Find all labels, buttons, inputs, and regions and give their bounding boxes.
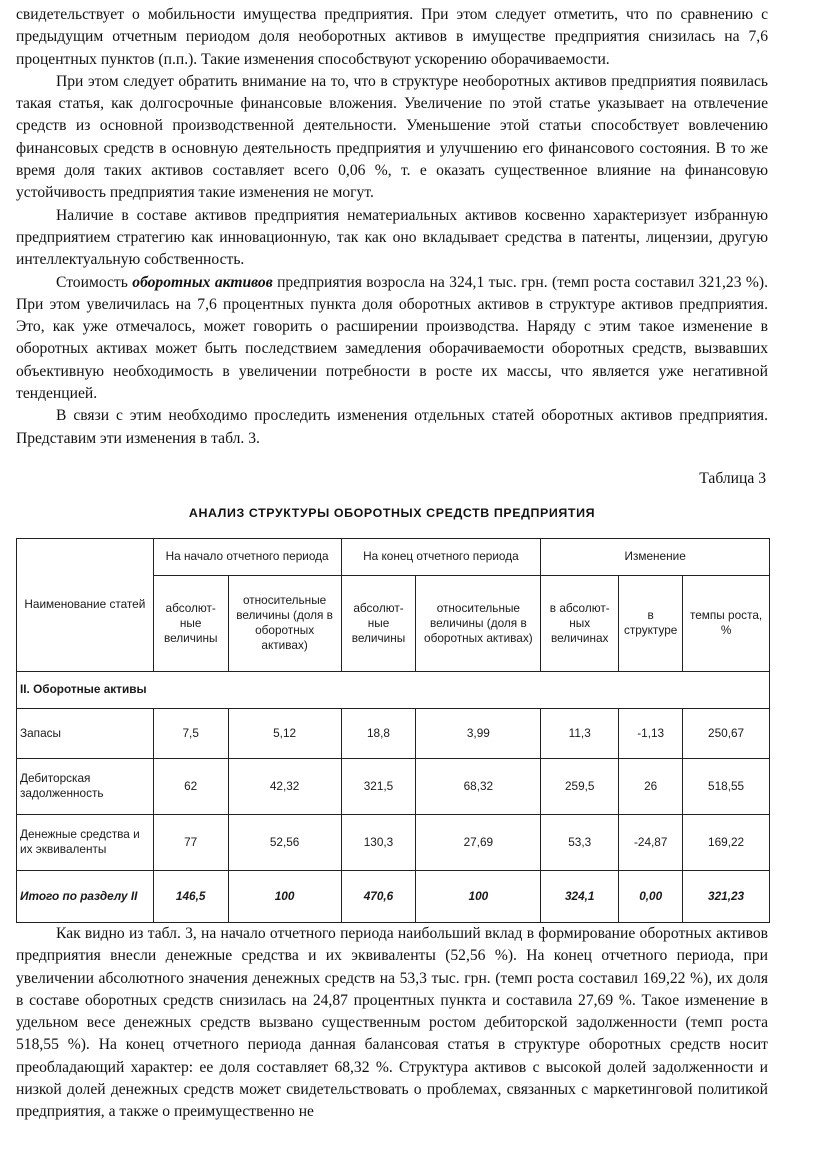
cell-value: -1,13 [619, 708, 683, 758]
cell-value: 321,5 [341, 758, 416, 814]
header-start-rel: относительные величины (доля в оборотных активах) [228, 575, 341, 671]
row-name: Дебиторская задолженность [17, 758, 154, 814]
current-assets-table [16, 538, 770, 923]
row-name: Запасы [17, 708, 154, 758]
header-start-abs: абсолют-ные величины [153, 575, 228, 671]
cell-value: 26 [619, 758, 683, 814]
total-value: 324,1 [541, 870, 619, 922]
header-change-abs: в абсолют-ных величинах [541, 575, 619, 671]
table-section-row [17, 671, 770, 708]
header-change-group: Изменение [541, 538, 770, 575]
paragraph-2: При этом следует обратить внимание на то, что в структуре необоротных активов предприятия появилась такая статья, как долгосрочные финансовые вложения. Увеличение по этой статье указывает на отвлечение средств из основной производственной деятельности. Уменьшение этой статьи способствует вовлечению финансовых средств в основную деятельность предприятия и улучшению его финансового состояния. В то же время доля таких активов составляет всего 0,06 %, т. е оказать существенное влияние на финансовую устойчивость предприятия такие изменения не могут. [16, 72, 768, 202]
header-start-group: На начало отчетного периода [153, 538, 341, 575]
row-name: Денежные средства и их эквиваленты [17, 814, 154, 870]
cell-value: 68,32 [416, 758, 541, 814]
header-growth-rate: темпы роста, % [683, 575, 770, 671]
total-value: 146,5 [153, 870, 228, 922]
header-end-group: На конец отчетного периода [341, 538, 541, 575]
header-end-rel: относительные величины (доля в оборотных активах) [416, 575, 541, 671]
cell-value: 518,55 [683, 758, 770, 814]
cell-value: 27,69 [416, 814, 541, 870]
header-change-structure: в структуре [619, 575, 683, 671]
table-title: АНАЛИЗ СТРУКТУРЫ ОБОРОТНЫХ СРЕДСТВ ПРЕДПРИЯТИЯ [188, 505, 596, 520]
cell-value: 18,8 [341, 708, 416, 758]
cell-value: 62 [153, 758, 228, 814]
emphasis-current-assets: оборотных активов [132, 273, 273, 291]
cell-value: 259,5 [541, 758, 619, 814]
total-value: 470,6 [341, 870, 416, 922]
cell-value: 169,22 [683, 814, 770, 870]
header-end-abs: абсолют-ные величины [341, 575, 416, 671]
table-row [17, 758, 770, 814]
table-header-row-1 [17, 538, 770, 575]
cell-value: 77 [153, 814, 228, 870]
table-row [17, 814, 770, 870]
total-value: 321,23 [683, 870, 770, 922]
paragraph-6: Как видно из табл. 3, на начало отчетного периода наибольший вклад в формирование оборотных активов предприятия внесли денежные средства и их эквиваленты (52,56 %). На конец отчетного периода, при увеличении абсолютного значения денежных средств на 53,3 тыс. грн. (темп роста составил 169,22 %), их доля в составе оборотных средств снизилась на 24,87 процентных пункта и составила 27,69 %. Такое изменение в удельном весе денежных средств вызвано существенным ростом дебиторской задолженности (темп роста 518,55 %). На конец отчетного периода данная балансовая статья в структуре оборотных средств носит преобладающий характер: ее доля составляет 68,32 %. Структура активов с высокой долей задолженности и низкой долей денежных средств может свидетельствовать о проблемах, связанных с маркетинговой политикой предприятия, а также о преимущественно не [16, 924, 768, 1121]
cell-value: 250,67 [683, 708, 770, 758]
table-row [17, 708, 770, 758]
table-total-row [17, 870, 770, 922]
total-value: 0,00 [619, 870, 683, 922]
cell-value: 53,3 [541, 814, 619, 870]
cell-value: 52,56 [228, 814, 341, 870]
cell-value: 7,5 [153, 708, 228, 758]
total-value: 100 [416, 870, 541, 922]
cell-value: 11,3 [541, 708, 619, 758]
cell-value: -24,87 [619, 814, 683, 870]
paragraph-1: свидетельствует о мобильности имущества предприятия. При этом следует отметить, что по сравнению с предыдущим отчетным периодом доля необоротных активов в имуществе предприятия снизилась на 7,6 процентных пунктов (п.п.). Такие изменения способствуют ускорению оборачиваемости. [16, 6, 768, 68]
paragraph-4-lead: Стоимость [56, 273, 133, 291]
section-label: II. Оборотные активы [17, 671, 770, 708]
cell-value: 3,99 [416, 708, 541, 758]
cell-value: 42,32 [228, 758, 341, 814]
paragraph-3: Наличие в составе активов предприятия нематериальных активов косвенно характеризует избранную предприятием стратегию как инновационную, так как оно вкладывает средства в патенты, лицензии, другую интеллектуальную собственность. [16, 206, 768, 269]
total-name: Итого по разделу II [17, 870, 154, 922]
paragraph-5: В связи с этим необходимо проследить изменения отдельных статей оборотных активов предприятия. Представим эти изменения в табл. 3. [16, 407, 768, 447]
table-caption: Таблица 3 [699, 469, 766, 487]
total-value: 100 [228, 870, 341, 922]
paragraph-4 [16, 272, 768, 406]
cell-value: 130,3 [341, 814, 416, 870]
paragraph-4-rest: предприятия возросла на 324,1 тыс. грн. (темп роста составил 321,23 %). При этом увеличилась на 7,6 процентных пункта доля оборотных активов в структуре активов предприятия. Это, как уже отмечалось, может говорить о расширении производства. Наряду с этим такое изменение в оборотных активах может быть последствием замедления оборачиваемости оборотных средств, вызвавших объективную необходимость в увеличении потребности в росте их массы, что является уже негативной тенденцией. [16, 273, 769, 403]
cell-value: 5,12 [228, 708, 341, 758]
header-name: Наименование статей [17, 538, 154, 671]
